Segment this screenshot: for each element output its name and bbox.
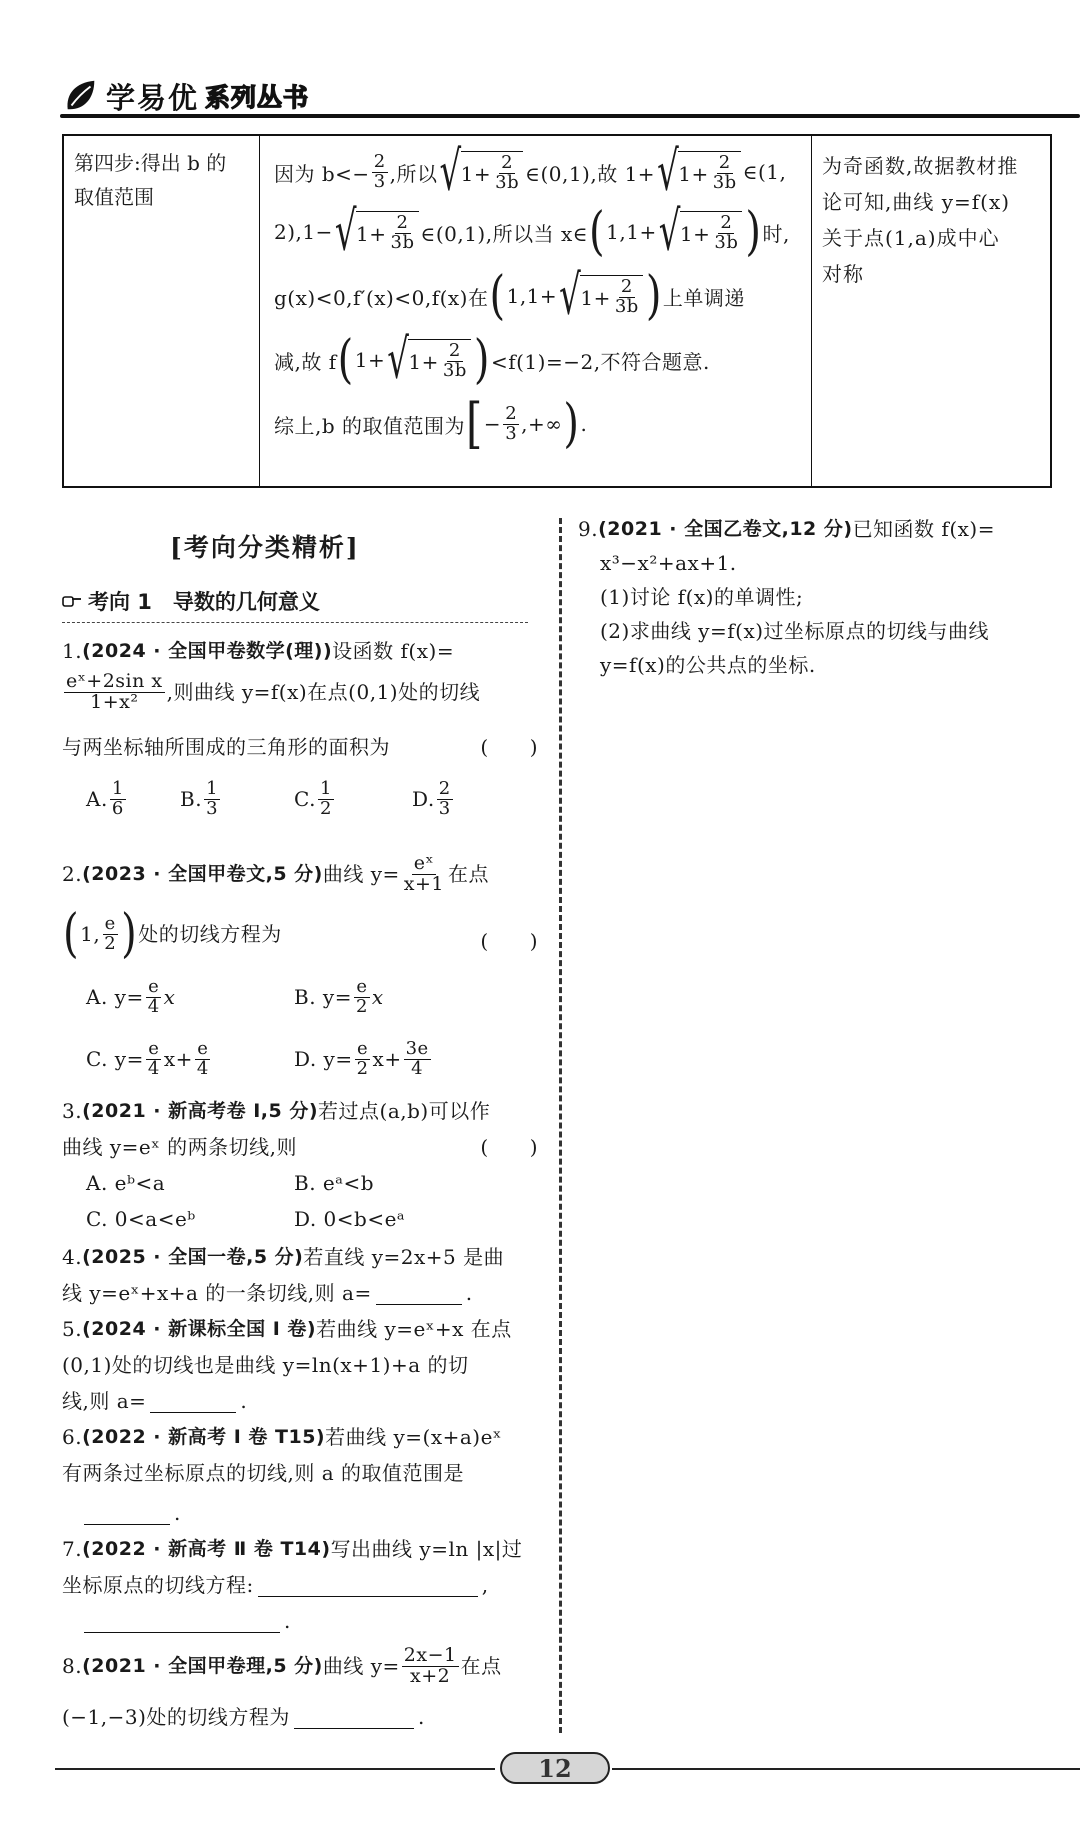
header-rule (60, 114, 1080, 118)
q8-answer-blank[interactable] (294, 1706, 414, 1729)
note-cell: 为奇函数,故据教材推 论可知,曲线 y=f(x) 关于点(1,a)成中心 对称 (822, 154, 1019, 286)
question-6: 6. (2022 · 新高考 Ⅰ 卷 T15) 若曲线 y=(x+a)eˣ 有两条过坐标原点的切线,则 a 的取值范围是 . (62, 1425, 502, 1525)
derivation-line-2: 2),1− √ 1+ $\frac{2}{3b}$ ∈(0,1),所以当 x∈ ( 1,1+ √ 1+ $\frac{2}{3b}$ ) 时, (274, 200, 790, 264)
q2-option-b[interactable]: B. y= $\frac{e}{2}$ x (294, 976, 384, 1017)
step-label-line2: 取值范围 (74, 185, 154, 209)
q3-option-a[interactable]: A. eᵇ<a (86, 1171, 166, 1195)
question-5: 5. (2024 · 新课标全国 Ⅰ 卷) 若曲线 y=eˣ+x 在点 (0,1)处的切线也是曲线 y=ln(x+1)+a 的切 线,则 a= . (62, 1317, 512, 1413)
question-1: 1. (2024 · 全国甲卷数学(理)) 设函数 f(x)= $\frac{\text{eˣ+2sin x}}{\text{1+x²}}$ ,则曲线 y=f(x)在点(0,1)处的切线 与两坐标轴所围成的三角形的面积为 ( ) A. $\frac{1}{6}$ B. $\frac{1}{3}$ C. $\frac{1}{2}$ D. $\frac{2}{3}$ (62, 639, 538, 819)
q2-option-a[interactable]: A. y= $\frac{e}{4}$ x (86, 976, 176, 1017)
question-9: 9. (2021 · 全国乙卷文,12 分) 已知函数 f(x)= x³−x²+ax+1. (1)讨论 f(x)的单调性; (2)求曲线 y=f(x)过坐标原点的切线与曲线 y=f(x)的公共点的坐标. (578, 517, 995, 677)
derivation-line-3: g(x)<0,f′(x)<0,f(x)在 ( 1,1+ √ 1+ $\frac{2}{3b}$ ) 上单调递 (274, 264, 745, 328)
derivation-line-4: 减,故 f ( 1+ √ 1+ $\frac{2}{3b}$ ) <f(1)=−2,不符合题意. (274, 328, 710, 392)
q2-option-d[interactable]: D. y= $\frac{e}{2}$ x+ $\frac{3e}{4}$ (294, 1038, 429, 1079)
q1-option-c[interactable]: C. $\frac{1}{2}$ (294, 778, 332, 819)
sqrt-expression: √ 1+ $\frac{2}{3b}$ (440, 151, 524, 193)
q4-answer-blank[interactable] (376, 1282, 462, 1305)
brand-header (62, 72, 309, 120)
brand-series: 系列丛书 (205, 83, 310, 112)
derivation-line-1: 因为 b<− $\frac{2}{3}$ ,所以 √ 1+ $\frac{2}{3b}$ ∈(0,1),故 1+ √ 1+ $\frac{2}{3b}$ ∈(1, (274, 140, 787, 204)
brand-title: 学易优 (106, 80, 200, 115)
q1-option-b[interactable]: B. $\frac{1}{3}$ (180, 778, 219, 819)
column-divider (559, 518, 562, 1733)
question-3: 3. (2021 · 新高考卷 Ⅰ,5 分) 若过点(a,b)可以作 曲线 y=eˣ 的两条切线,则 ( ) A. eᵇ<a B. eᵃ<b C. 0<a<eᵇ D. 0<b<eᵃ (62, 1094, 542, 1244)
footer-rule-left (55, 1768, 495, 1770)
leaf-logo-icon (62, 77, 100, 115)
question-8: 8. (2021 · 全国甲卷理,5 分) 曲线 y= $\frac{2x-1}{x+2}$ 在点 (−1,−3)处的切线方程为 . (62, 1644, 502, 1729)
solution-table (62, 134, 1052, 488)
q7-answer-blank-1[interactable] (258, 1574, 478, 1597)
derivation-line-5: 综上,b 的取值范围为 [ − $\frac{2}{3}$ ,+∞ ) . (274, 391, 588, 456)
q1-option-d[interactable]: D. $\frac{2}{3}$ (412, 778, 451, 819)
question-2: 2. (2023 · 全国甲卷文,5 分) 曲线 y= $\frac{\text{eˣ}}{x+1}$ 在点 ( 1, $\frac{e}{2}$ ) 处的切线方程为 ( ) A. y= $\frac{e}{4}$ x B. y= $\frac{e}{2}$ x C. y= $\frac{e}{4}$ x+ $\frac{e}{4}$ D. y= $\frac{e}{2}$ x+ $\frac{3e}{4}$ (62, 852, 538, 1079)
q2-option-c[interactable]: C. y= $\frac{e}{4}$ x+ $\frac{e}{4}$ (86, 1038, 209, 1079)
step-cell (64, 136, 260, 486)
q3-option-d[interactable]: D. 0<b<eᵃ (294, 1207, 406, 1231)
footer-rule-right (612, 1768, 1080, 1770)
q1-option-a[interactable]: A. $\frac{1}{6}$ (86, 778, 124, 819)
q3-option-c[interactable]: C. 0<a<eᵇ (86, 1207, 196, 1231)
question-4: 4. (2025 · 全国一卷,5 分) 若直线 y=2x+5 是曲 线 y=eˣ+x+a 的一条切线,则 a= . (62, 1245, 505, 1305)
q6-answer-blank[interactable] (84, 1502, 170, 1525)
section-title: [考向分类精析] (170, 533, 360, 562)
pointing-hand-icon (62, 593, 82, 609)
question-7: 7. (2022 · 新高考 Ⅱ 卷 T14) 写出曲线 y=ln |x|过 坐标原点的切线方程: , . (62, 1537, 523, 1633)
topic-heading: 考向 1 导数的几何意义 (62, 586, 528, 623)
q3-option-b[interactable]: B. eᵃ<b (294, 1171, 375, 1195)
page-number-badge: 12 (500, 1752, 610, 1784)
step-label-line1: 第四步:得出 b 的 (74, 151, 227, 175)
q7-answer-blank-2[interactable] (84, 1610, 280, 1633)
q5-answer-blank[interactable] (150, 1390, 236, 1413)
derivation-cell (260, 136, 812, 486)
